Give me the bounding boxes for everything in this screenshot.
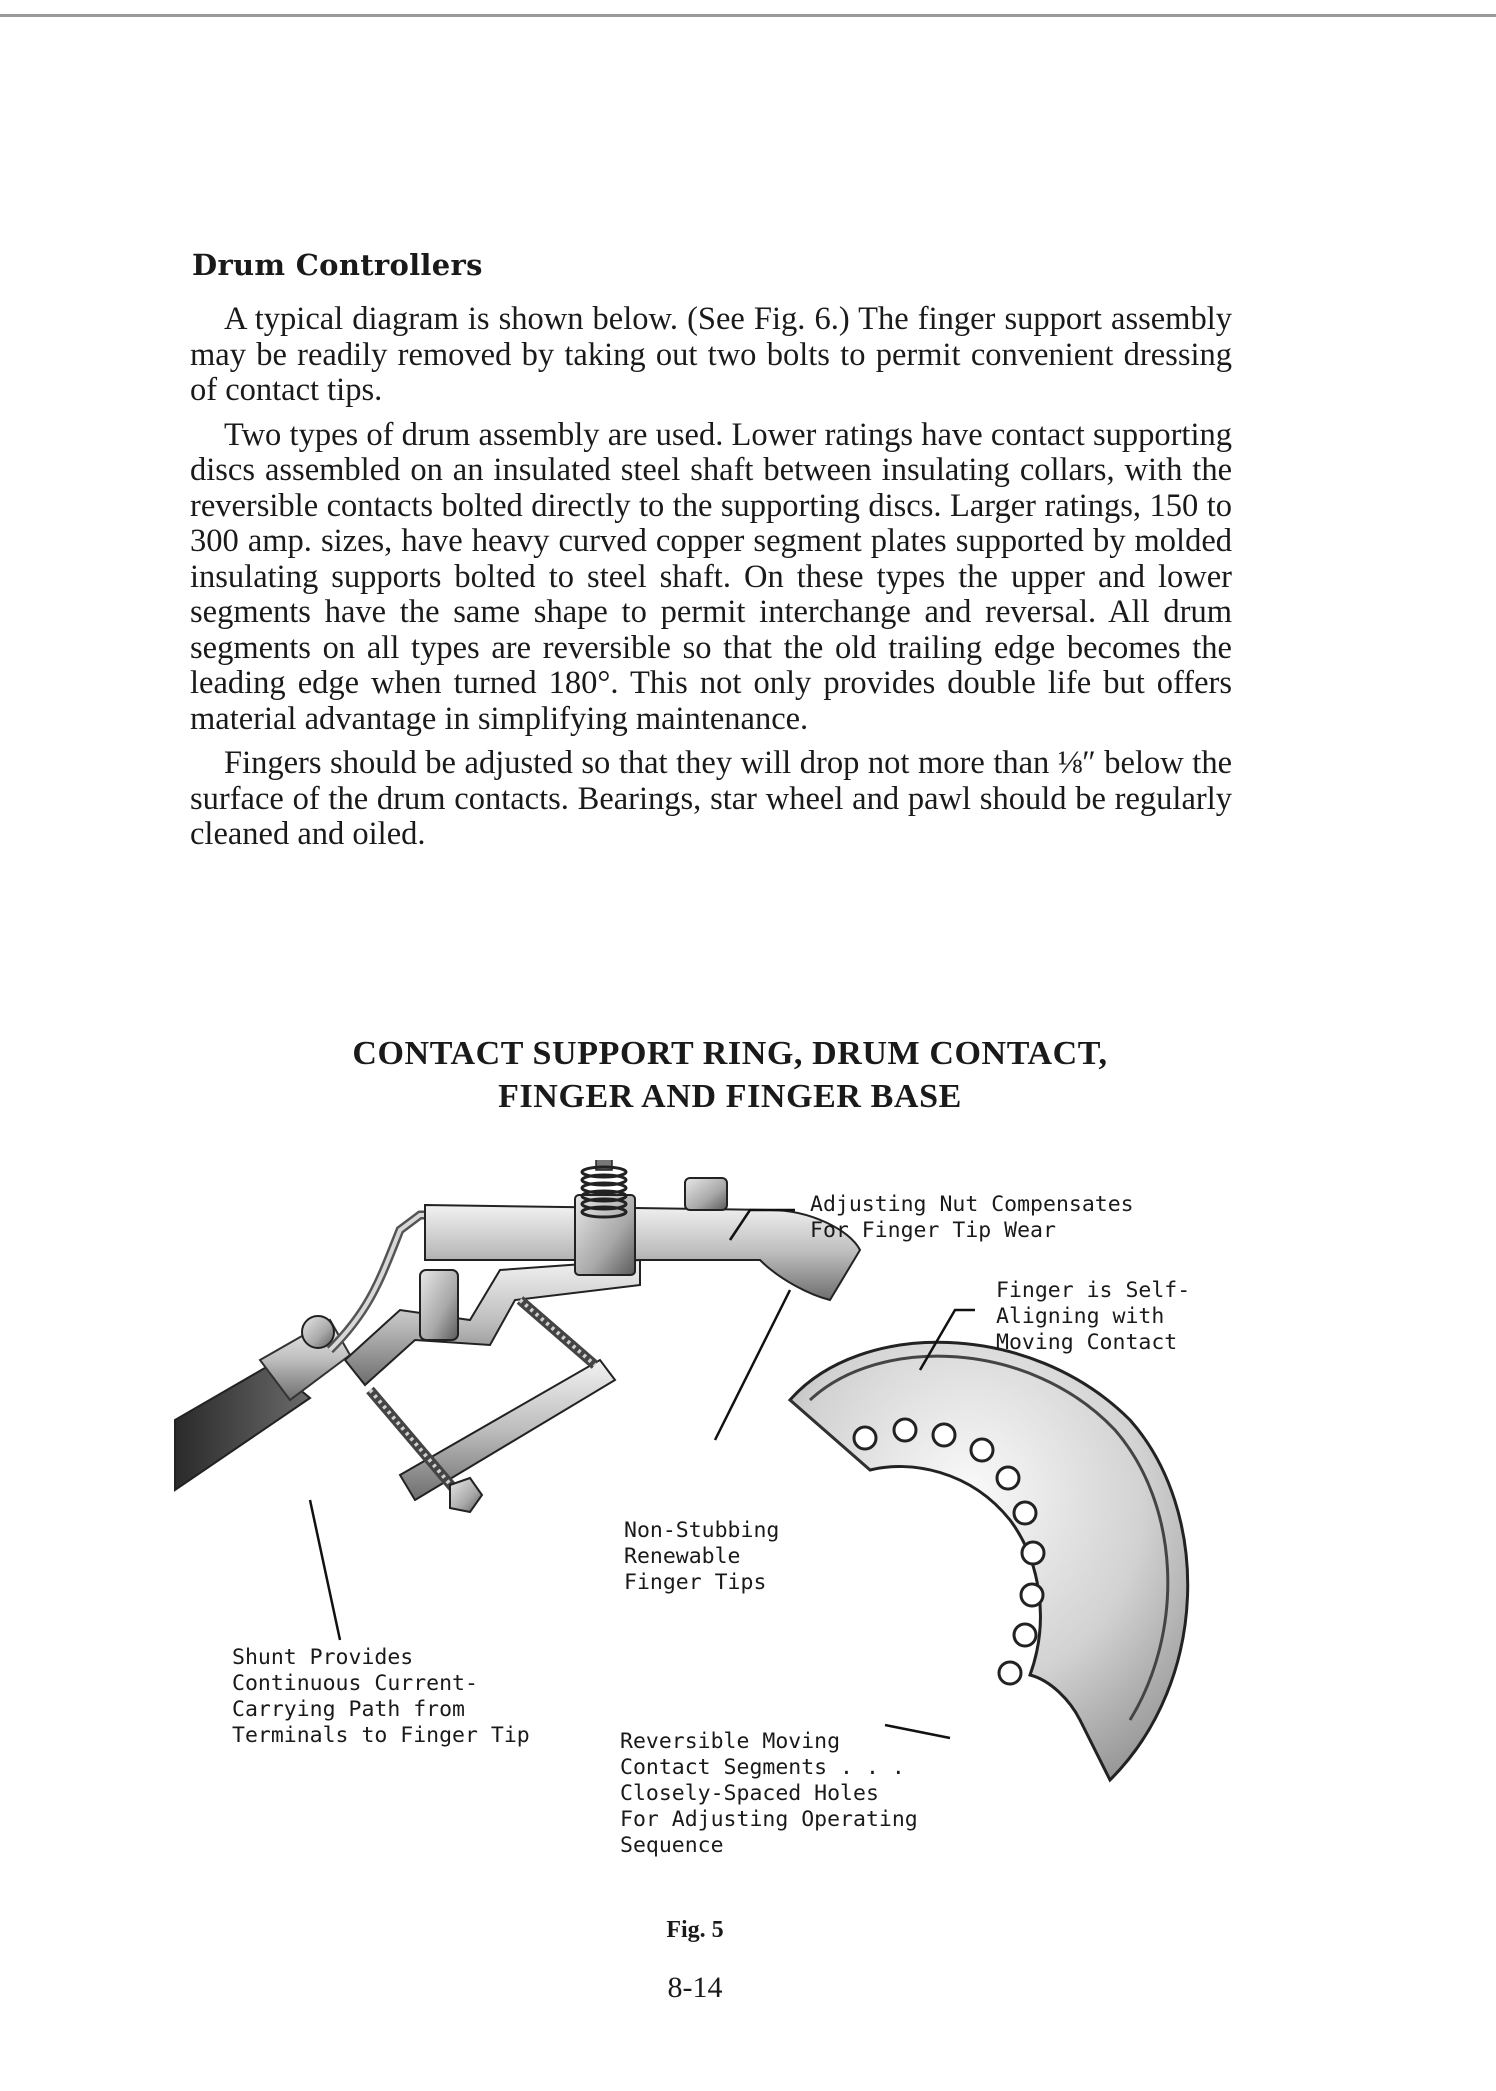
- scan-top-rule: [0, 14, 1496, 17]
- finger-base: [345, 1260, 640, 1512]
- page-number: 8-14: [667, 1971, 723, 2004]
- figure-title-line-2: FINGER AND FINGER BASE: [498, 1078, 962, 1115]
- cable-terminal: [175, 1316, 350, 1490]
- paragraph-finger-adjustment: Fingers should be adjusted so that they will drop not more than ⅛″ below the surface of the drum contacts. Bearings, star wheel and pawl should be regularly cleaned and oiled.: [190, 745, 1232, 852]
- callout-reversible-segments: Reversible Moving Contact Segments . . . Closely-Spaced Holes For Adjusting Operating Sequence: [620, 1729, 918, 1858]
- callout-finger-self-aligning: Finger is Self- Aligning with Moving Contact: [996, 1278, 1191, 1355]
- paragraph-drum-assembly: Two types of drum assembly are used. Lower ratings have contact supporting discs assembled on an insulated steel shaft between insulating collars, with the reversible contacts bolted directly to the supporting discs. Larger ratings, 150 to 300 amp. sizes, have heavy curved copper segment plates supported by molded insulating supports bolted to steel shaft. On these types the upper and lower segments have the same shape to permit interchange and reversal. All drum segments on all types are reversible so that the old trailing edge becomes the leading edge when turned 180°. This not only provides double life but offers material advantage in simplifying maintenance.: [190, 416, 1232, 737]
- spring: [582, 1160, 626, 1217]
- adjusting-nut: [685, 1178, 727, 1210]
- body-text: [190, 302, 1232, 862]
- figure-title: [200, 1032, 1260, 1118]
- figure-caption: Fig. 5: [666, 1917, 724, 1943]
- section-heading: Drum Controllers: [192, 248, 483, 282]
- callout-adjusting-nut: Adjusting Nut Compensates For Finger Tip Wear: [810, 1192, 1134, 1243]
- callout-shunt: Shunt Provides Continuous Current- Carrying Path from Terminals to Finger Tip: [232, 1645, 530, 1748]
- paragraph-intro: A typical diagram is shown below. (See Fig. 6.) The finger support assembly may be readily removed by taking out two bolts to permit convenient dressing of contact tips.: [190, 301, 1232, 408]
- contact-segment: [790, 1342, 1188, 1780]
- callout-non-stubbing: Non-Stubbing Renewable Finger Tips: [624, 1518, 780, 1595]
- figure-title-line-1: CONTACT SUPPORT RING, DRUM CONTACT,: [352, 1035, 1108, 1072]
